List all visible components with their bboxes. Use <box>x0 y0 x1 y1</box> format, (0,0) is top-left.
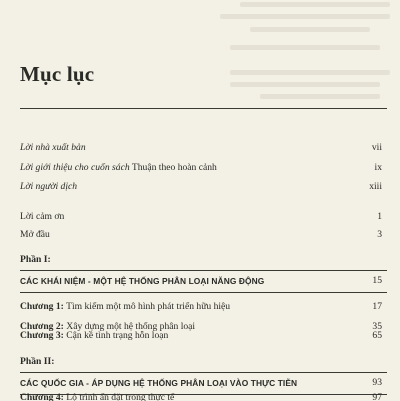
part-heading: CÁC KHÁI NIỆM - MỘT HỆ THỐNG PHÂN LOẠI NĂNG ĐỘNG <box>20 276 265 286</box>
entry-title: Lời cảm ơn <box>20 211 65 222</box>
toc-entry-acknowledgements[interactable] <box>20 210 382 224</box>
toc-entry-part-2-heading[interactable] <box>20 376 382 390</box>
entry-page: vii <box>371 142 382 153</box>
entry-title: Lời nhà xuất bản <box>20 142 86 153</box>
part-heading: CÁC QUỐC GIA - ÁP DỤNG HỆ THỐNG PHÂN LOẠI VÀO THỰC TIỄN <box>20 378 298 388</box>
entry-title: Mở đầu <box>20 229 50 240</box>
part-1-top-rule <box>20 270 387 271</box>
entry-page: 35 <box>372 321 382 332</box>
chapter-title: Lộ trình ấn đặt trong thực tế <box>66 392 175 401</box>
entry-page: 1 <box>377 211 382 222</box>
entry-page: ix <box>374 162 382 173</box>
part-2-top-rule <box>20 372 387 373</box>
entry-title: Lời giới thiệu cho cuốn sách <box>20 162 130 173</box>
toc-entry-introduction[interactable] <box>20 228 382 242</box>
entry-page: 65 <box>372 330 382 341</box>
entry-title-suffix: Thuận theo hoàn cảnh <box>131 162 217 173</box>
chapter-label: Chương 1: <box>20 301 64 312</box>
entry-page: xiii <box>369 181 382 192</box>
chapter-label: Chương 4: <box>20 392 64 401</box>
toc-entry-translator-note[interactable] <box>20 180 382 194</box>
entry-page: 17 <box>372 301 382 312</box>
chapter-label: Chương 3: <box>20 330 64 341</box>
chapter-title: Tìm kiếm một mô hình phát triển hữu hiệu <box>66 301 231 312</box>
chapter-title: Xây dựng một hệ thống phân loại <box>66 321 196 332</box>
entry-page: 93 <box>372 377 382 388</box>
entry-page: 3 <box>377 229 382 240</box>
page-title: Mục lục <box>20 62 95 86</box>
toc-entry-chapter-3[interactable] <box>20 329 382 343</box>
chapter-title: Cận kề tình trạng hỗn loạn <box>66 330 169 341</box>
entry-page: 15 <box>372 275 382 286</box>
toc-entry-chapter-1[interactable] <box>20 300 382 314</box>
toc-entry-book-introduction[interactable] <box>20 161 382 175</box>
entry-title: Lời người dịch <box>20 181 78 192</box>
title-divider <box>20 108 387 109</box>
entry-page: 97 <box>372 392 382 401</box>
part-1-bottom-rule <box>20 292 387 293</box>
part-2-label: Phần II: <box>20 356 55 367</box>
part-1-label: Phần I: <box>20 254 51 265</box>
toc-entry-part-1-heading[interactable] <box>20 274 382 288</box>
chapter-label: Chương 2: <box>20 321 64 332</box>
toc-entry-publisher-note[interactable] <box>20 141 382 155</box>
